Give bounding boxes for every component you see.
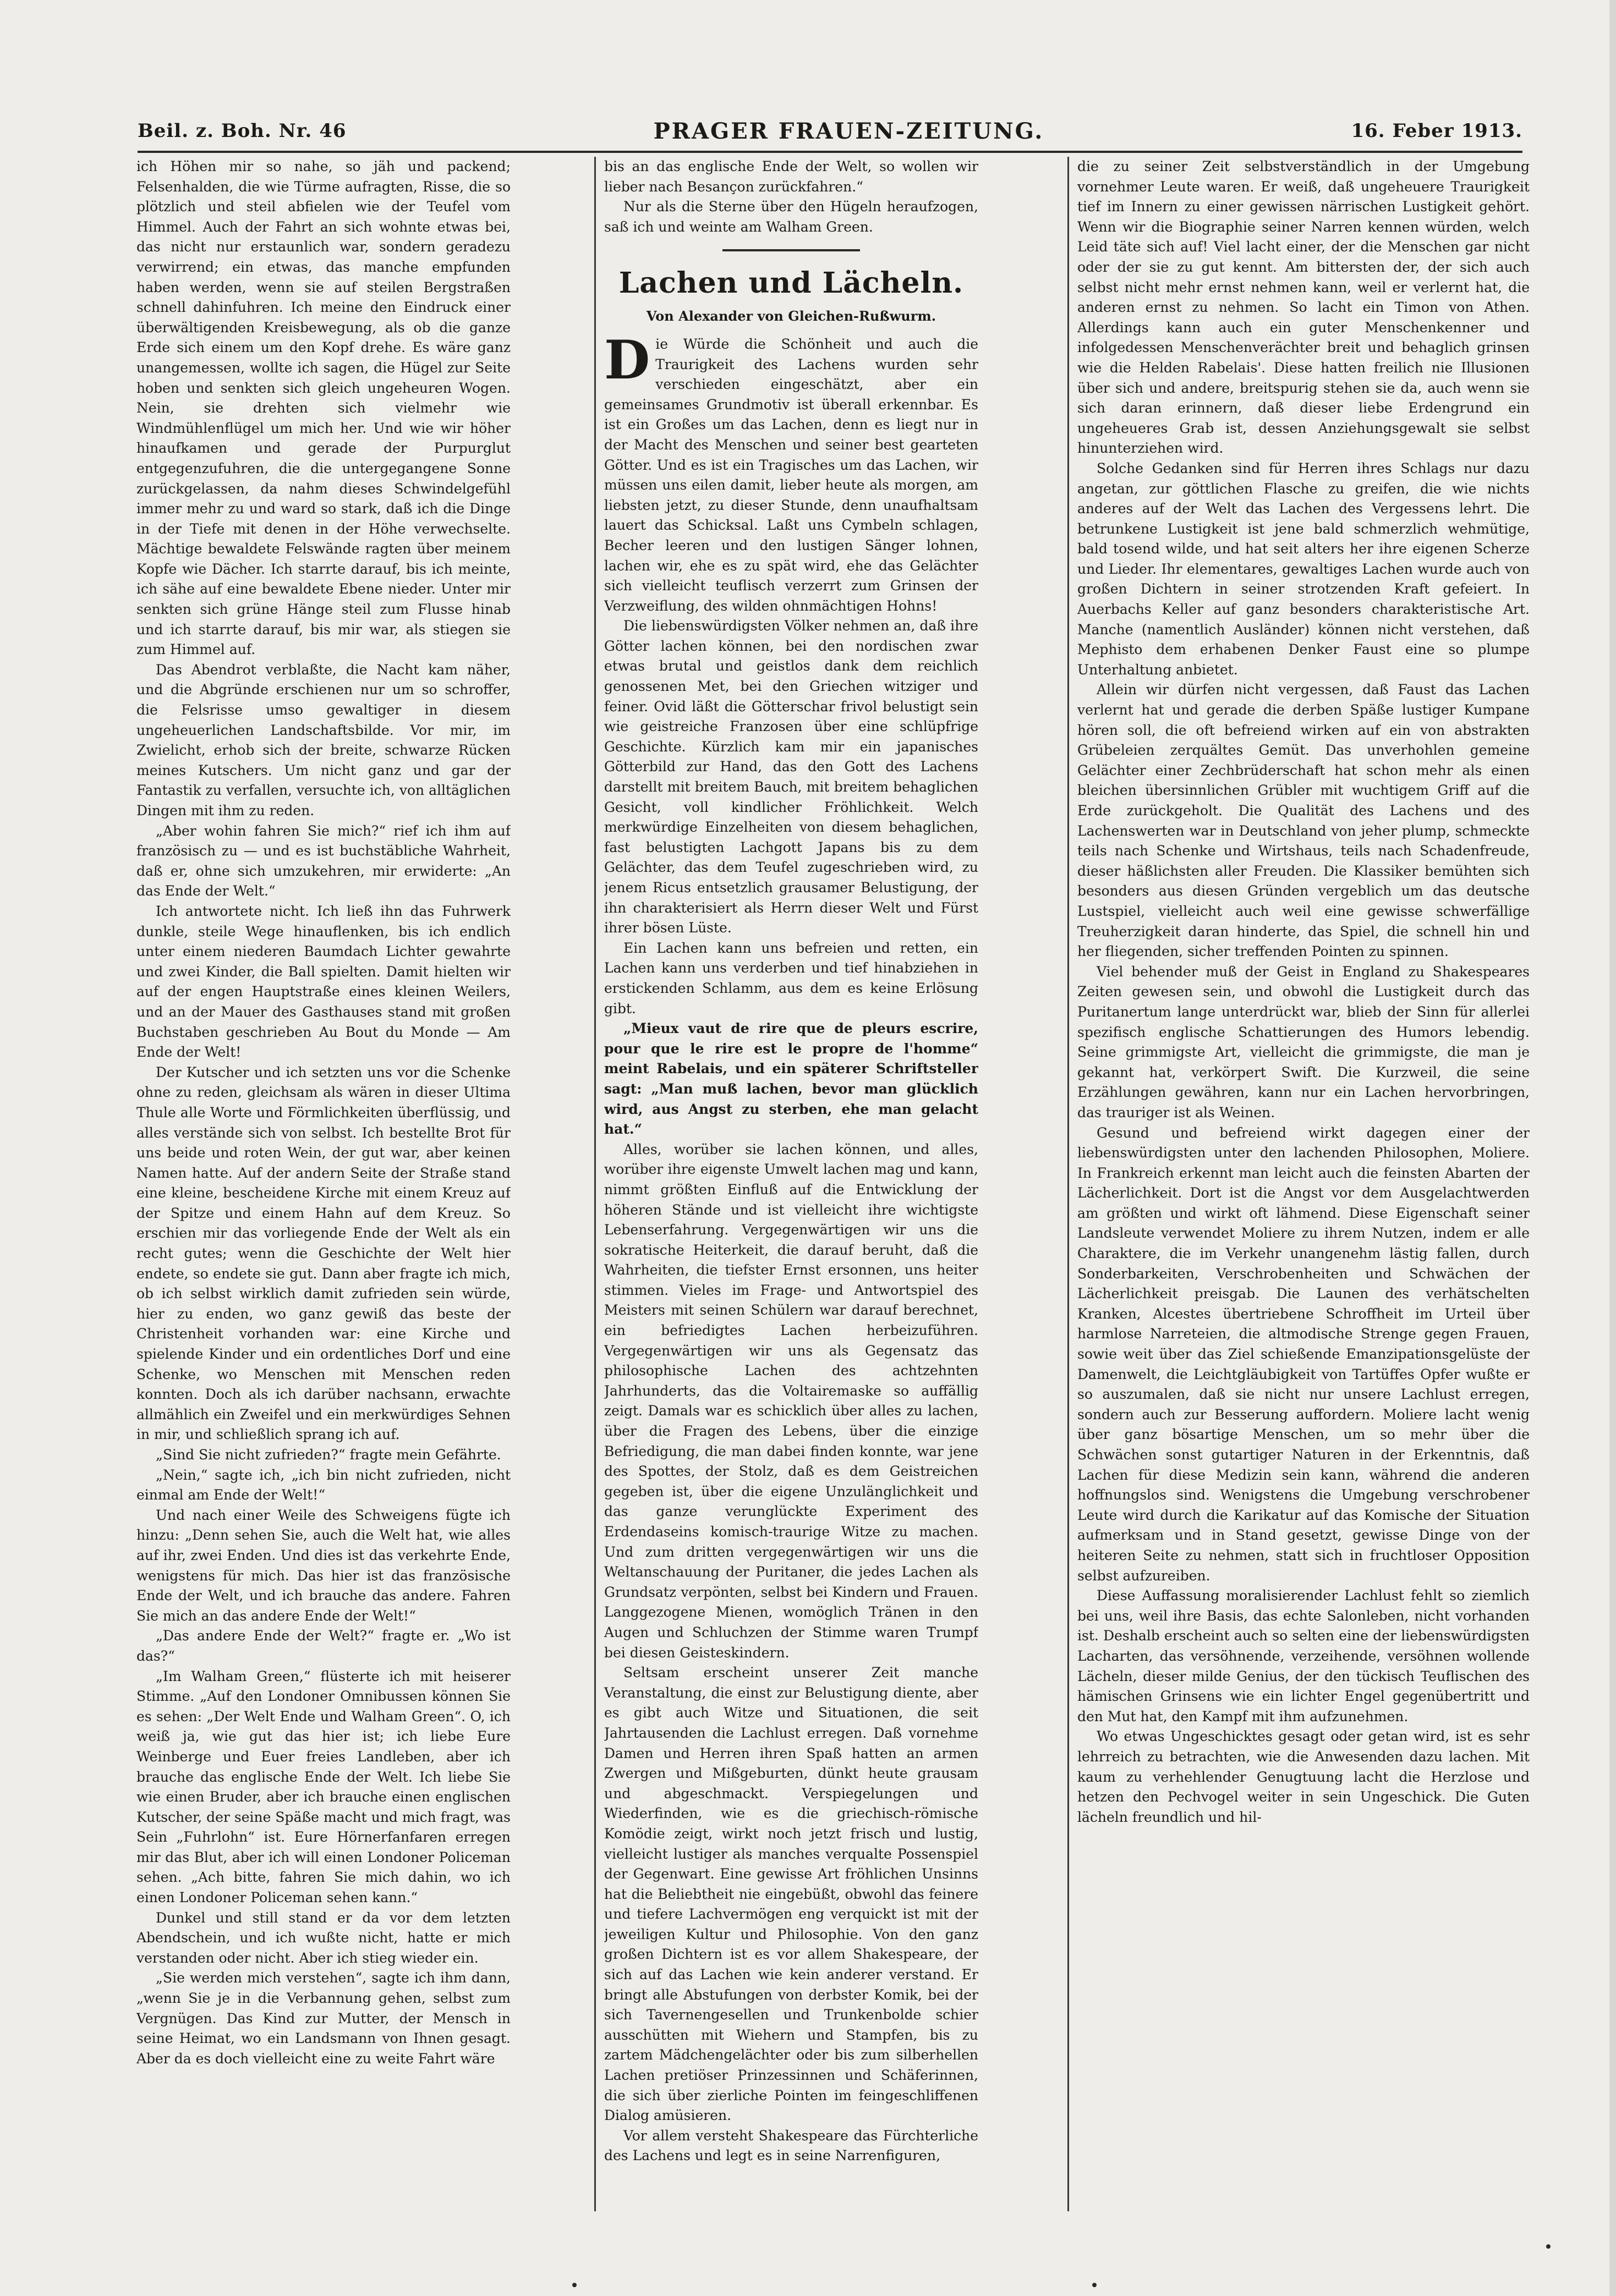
column-left — [136, 157, 511, 2211]
paragraph: Und nach einer Weile des Schweigens fügte ich hinzu: „Denn sehen Sie, auch die Welt hat, wie alles auf ihr, zwei Enden. Und dies ist das verkehrte Ende, wenigstens für mich. Das hier ist das französische Ende der Welt, und ich brauche das andere. Fahren Sie mich an das andere Ende der Welt!“ — [136, 1507, 511, 1624]
newspaper-title: PRAGER FRAUEN-ZEITUNG. — [653, 118, 1044, 144]
paragraph: Diese Auffassung moralisierender Lachlust fehlt so ziemlich bei uns, weil ihre Basis, das echte Salonleben, nicht vorhanden ist. Deshalb erscheint auch so selten eine der liebenswürdigsten Lacharten, das versöhnende, verzeihende, versöhnen wollende Lächeln, dieser milde Genius, der den tückisch Teuflischen des hämischen Grinsens wie ein lichter Engel gegenübertritt und den Mut hat, den Kampf mit ihm aufzunehmen. — [1077, 1588, 1530, 1724]
paragraph: bis an das englische Ende der Welt, so wollen wir lieber nach Besançon zurückfahren.“ — [604, 158, 978, 195]
print-speck — [572, 2283, 577, 2287]
paragraph: Das Abendrot verblaßte, die Nacht kam näher, und die Abgründe erschienen nur um so schroffer, die Felsrisse umso gewaltiger in diesem ungeheuerlichen Landschaftsbilde. Vor mir, im Zwielicht, erhob sich der breite, schwarze Rücken meines Kutschers. Um nicht ganz und gar der Fantastik zu verfallen, versuchte ich, von alltäglichen Dingen mit ihm zu reden. — [136, 661, 511, 819]
paragraph: Alles, worüber sie lachen können, und alles, worüber ihre eigenste Umwelt lachen mag und kann, nimmt größten Einfluß auf die Entwicklung der höheren Stände und ist vielleicht ihre wichtigste Lebenserfahrung. Vergegenwärtigen wir uns die sokratische Heiterkeit, die darauf beruht, daß die Wahrheiten, die tiefster Ernst ersonnen, uns heiter stimmen. Vieles im Frage- und Antwortspiel des Meisters mit seinen Schülern war darauf berechnet, ein befriedigtes Lachen herbeizuführen. Vergegenwärtigen wir uns als Gegensatz das philosophische Lachen des achtzehnten Jahrhunderts, das die Voltairemaske so auffällig zeigt. Damals war es schicklich über alles zu lachen, über die Fragen des Lebens, über die einzige Befriedigung, die man dabei finden konnte, war jene des Spottes, der Stolz, daß es dem Geistreichen gegeben ist, über die eigene Unzulänglichkeit und das ganze verunglückte Experiment des Erdendaseins komisch-traurige Witze zu machen. Und zum dritten vergegenwärtigen wir uns die Weltanschauung der Puritaner, die jedes Lachen als Grundsatz verpönten, selbst bei Kindern und Frauen. Langgezogene Mienen, womöglich Tränen in den Augen und Schluchzen der Stimme waren Trumpf bei diesen Geisteskindern. — [604, 1141, 978, 1661]
paragraph: ich Höhen mir so nahe, so jäh und packend; Felsenhalden, die wie Türme aufragten, Risse, die so plötzlich und steil abfielen wie der Teufel vom Himmel. Auch der Fahrt an sich wohnte etwas bei, das nicht nur erstaunlich war, sondern geradezu verwirrend; ein etwas, das manche empfunden haben werden, wenn sie auf steilen Bergstraßen schnell dahinfuhren. Ich meine den Eindruck einer überwältigenden Kreisbewegung, als ob die ganze Erde sich einem um den Kopf drehe. Es wäre ganz unangemessen, wollte ich sagen, die Hügel zur Seite hoben und senkten sich gleich ungeheuren Wogen. Nein, sie drehten sich vielmehr wie Windmühlenflügel um mich her. Und wie wir höher hinaufkamen und gerade der Purpurglut entgegenzufuhren, die die untergegangene Sonne zurückgelassen, da nahm dieses Schwindelgefühl immer mehr zu und ward so stark, daß ich die Dinge in der Tiefe mit denen in der Höhe verwechselte. Mächtige bewaldete Felswände ragten über meinem Kopfe wie Dächer. Ich starrte darauf, bis ich meinte, ich sähe auf eine bewaldete Ebene nieder. Unter mir senkten sich grüne Hänge steil zum Flusse hinab und ich starrte darauf, bis mir war, als stiegen sie zum Himmel auf. — [136, 158, 511, 658]
paragraph: „Sie werden mich verstehen“, sagte ich ihm dann, „wenn Sie je in die Verbannung gehen, selbst zum Vergnügen. Das Kind zur Mutter, der Mensch in seine Heimat, wo ein Landsmann von Ihnen gesagt. Aber da es doch vielleicht eine zu weite Fahrt wäre — [136, 1970, 511, 2067]
paragraph: „Sind Sie nicht zufrieden?“ fragte mein Gefährte. — [156, 1447, 501, 1463]
paragraph: Vor allem versteht Shakespeare das Fürchterliche des Lachens und legt es in seine Narrenfiguren, — [604, 2127, 978, 2164]
paragraph: Dunkel und still stand er da vor dem letzten Abendschein, und ich wußte nicht, hatte er mich verstanden oder nicht. Aber ich stieg wieder ein. — [136, 1909, 511, 1966]
paragraph: Ich antwortete nicht. Ich ließ ihn das Fuhrwerk dunkle, steile Wege hinauflenken, bis ich endlich unter einem niederen Baumdach Lichter gewahrte und zwei Kinder, die Ball spielten. Damit hielten wir auf der engen Hauptstraße eines kleinen Weilers, und an der Mauer des Gasthauses stand mit großen Buchstaben geschrieben Au Bout du Monde — Am Ende der Welt! — [136, 903, 511, 1061]
paragraph: die zu seiner Zeit selbstverständlich in der Umgebung vornehmer Leute waren. Er weiß, daß ungeheuere Traurigkeit tief im Innern zu einer gewissen närrischen Lustigkeit gehört. Wenn wir die Biographie seiner Narren kennen würden, welch Leid täte sich auf! Viel lacht einer, der die Menschen gar nicht oder der sie zu gut kennt. Am bittersten der, der sich auch selbst nicht mehr ernst nehmen kann, weil er verlernt hat, die anderen ernst zu nehmen. So lacht ein Timon von Athen. Allerdings kann auch ein guter Menschenkenner und infolgedessen Menschenverächter breit und behaglich grinsen wie die Helden Rabelais'. Diese hatten freilich nie Illusionen über sich und andere, breitspurig stehen sie da, auch wenn sie sich daran erinnern, daß dieser liebe Erdengrund ein ungeheueres Grab ist, dessen Anziehungsgewalt sie selbst hinunterziehen wird. — [1077, 158, 1530, 457]
article-title: Lachen und Lächeln. — [618, 266, 964, 300]
paragraph: „Nein,“ sagte ich, „ich bin nicht zufrieden, nicht einmal am Ende der Welt!“ — [136, 1466, 511, 1503]
paragraph: Ein Lachen kann uns befreien und retten, ein Lachen kann uns verderben und tief hinabziehen in erstickenden Schlamm, aus dem es keine Erlösung gibt. — [604, 940, 978, 1017]
paragraph: „Aber wohin fahren Sie mich?“ rief ich ihm auf französisch zu — und es ist buchstäbliche Wahrheit, daß er, ohne sich umzukehren, mir erwiderte: „An das Ende der Welt.“ — [136, 822, 511, 899]
paragraph-text: ie Würde die Schönheit und auch die Traurigkeit des Lachens wurden sehr verschieden eingeschätzt, aber ein gemeinsames Grundmotiv ist überall erkennbar. Es ist ein Großes um das Lachen, denn es liegt nur in der Macht des Menschen und seiner best gearteten Götter. Und es ist ein Tragisches um das Lachen, wir müssen uns eilen damit, lieber heute als morgen, am liebsten jetzt, zu dieser Stunde, denn unaufhaltsam lauert das Schicksal. Laßt uns Cymbeln schlagen, Becher leeren und den lustigen Sänger lohnen, lachen wir, ehe es zu spät wird, ehe das Gelächter sich vielleicht teuflisch verzerrt zum Grinsen der Verzweiflung, des wilden ohnmächtigen Hohns! — [604, 336, 978, 614]
paragraph: Gesund und befreiend wirkt dagegen einer der liebenswürdigsten unter den lachenden Philosophen, Moliere. In Frankreich erkennt man leicht auch die feinsten Abarten der Lächerlichkeit. Dort ist die Angst vor dem Ausgelachtwerden am größten und wirkt oft lähmend. Diese Eigenschaft seiner Landsleute verwendet Moliere zu ihrem Nutzen, indem er alle Charaktere, die im Verkehr unangenehm lästig fallen, durch Sonderbarkeiten, Verschrobenheiten und Schwächen der Lächerlichkeit preisgab. Die Launen des verhätschelten Kranken, Alcestes übertriebene Schroffheit im Urteil über harmlose Narreteien, die altmodische Strenge gegen Frauen, sowie weit über das Ziel schießende Emanzipationsgelüste der Damenwelt, die Leichtgläubigkeit von Tartüffes Opfer wußte er so auszumalen, daß sie nicht nur unsere Lachlust erregen, sondern auch zur Besserung auffordern. Moliere lacht wenig über ganz bösartige Menschen, um so mehr über die Schwächen sonst gutartiger Naturen in der Erkenntnis, daß Lachen für diese Medizin sein kann, während die anderen hoffnungslos sind. Wenigstens die Umgebung verschrobener Leute wird durch die Karikatur auf das Komische der Situation aufmerksam und in Stand gesetzt, gewisse Dinge von der heiteren Seite zu nehmen, statt sich in fruchtloser Opposition selbst aufzureiben. — [1077, 1124, 1530, 1584]
article-separator — [722, 249, 860, 251]
paragraph: Wo etwas Ungeschicktes gesagt oder getan wird, ist es sehr lehrreich zu betrachten, wie die Anwesenden dazu lachen. Mit kaum zu verhehlender Genugtuung lacht die Herzlose und hetzen den Pechvogel weiter in sein Ungeschick. Die Guten lächeln freundlich und hil- — [1077, 1728, 1530, 1825]
print-speck — [1092, 2283, 1097, 2287]
paragraph: Viel behender muß der Geist in England zu Shakespeares Zeiten gewesen sein, und obwohl die Lustigkeit durch das Puritanertum lange unterdrückt war, blieb der Sinn für allerlei spezifisch englische Schattierungen des Humors lebendig. Seine grimmigste Art, vielleicht die grimmigste, die man je gekannt hat, verkörpert Swift. Die Kurzweil, die seine Erzählungen gewähren, kann nur ein Lachen hervorbringen, das trauriger ist als Weinen. — [1077, 963, 1530, 1120]
column-right — [1077, 157, 1530, 2211]
drop-cap: D — [604, 328, 650, 391]
column-divider — [594, 157, 596, 2211]
column-middle — [604, 157, 978, 2211]
paragraph: Solche Gedanken sind für Herren ihres Schlags nur dazu angetan, zur göttlichen Flasche zu greifen, die wie nichts anderes auf der Welt das Lachen des Vergessens lehrt. Die betrunkene Lustigkeit ist jene bald schmerzlich wehmütige, bald tosend wilde, und hat seit alters her ihre eigenen Scherze und Lieder. Ihr elementares, gewaltiges Lachen wurde auch von großen Dichtern in seiner strotzenden Kraft gefeiert. In Auerbachs Keller auf ganz besonders charakteristische Art. Manche (namentlich Ausländer) können nicht verstehen, daß Mephisto dem erhabenen Denker Faust eine so plumpe Unterhaltung anbietet. — [1077, 460, 1530, 678]
header-rule — [138, 151, 1522, 153]
print-speck — [1546, 2244, 1551, 2249]
paragraph: Nur als die Sterne über den Hügeln heraufzogen, saß ich und weinte am Walham Green. — [604, 199, 978, 235]
page-edge — [1609, 0, 1616, 2296]
quotation-paragraph: „Mieux vaut de rire que de pleurs escrire, pour que le rire est le propre de l'homme“ meint Rabelais, und ein späterer Schriftsteller sagt: „Man muß lachen, bevor man glücklich wird, aus Angst zu sterben, ehe man gelacht hat.“ — [604, 1020, 978, 1138]
running-head — [138, 114, 1522, 147]
paragraph: Allein wir dürfen nicht vergessen, daß Faust das Lachen verlernt hat und gerade die derben Späße lustiger Kumpane hören soll, die oft befreiend wirken auf ein von abstrakten Grübeleien zerquältes Gemüt. Das unverhohlen gemeine Gelächter einer Zechbrüderschaft hat schon mehr als einen bleichen übersinnlichen Grübler mit wuchtigem Griff auf die Erde zurückgeholt. Die Qualität des Lachens und des Lachenswerten war in Deutschland von jeher plump, schmeckte teils nach Schenke und Wirtshaus, teils nach Schadenfreude, dieser häßlichsten aller Freuden. Die Klassiker bemühten sich besonders aus diesen Gründen vergeblich um das deutsche Lustspiel, vielleicht auch weil eine gewisse schwerfällige Treuherzigkeit daran hinderte, das Spiel, die schnell hin und her fliegenden, sicher treffenden Pointen zu spinnen. — [1077, 682, 1530, 960]
paragraph: „Im Walham Green,“ flüsterte ich mit heiserer Stimme. „Auf den Londoner Omnibussen können Sie es sehen: „Der Welt Ende und Walham Green“. O, ich weiß ja, wie gut das hier ist; ich liebe Eure Weinberge und Euer freies Landleben, aber ich brauche das englische Ende der Welt. Ich liebe Sie wie einen Bruder, aber ich brauche einen englischen Kutscher, der seine Späße macht und mich fragt, was Sein „Fuhrlohn“ ist. Eure Hörnerfanfaren erregen mir das Blut, aber ich will einen Londoner Policeman sehen. „Ach bitte, fahren Sie mich dahin, wo ich einen Londoner Policeman sehen kann.“ — [136, 1668, 511, 1906]
paragraph: Seltsam erscheint unserer Zeit manche Veranstaltung, die einst zur Belustigung diente, aber es gibt auch Witze und Situationen, die seit Jahrtausenden die Lachlust erregen. Daß vornehme Damen und Herren ihren Spaß hatten an armen Zwergen und Mißgeburten, dünkt heute grausam und abgeschmackt. Verspiegelungen und Wiederfinden, wie es die griechisch-römische Komödie zeigt, wirkt noch jetzt frisch und lustig, vielleicht lustiger als manches verqualte Possenspiel der Gegenwart. Eine gewisse Art fröhlichen Unsinns hat die Beliebtheit nie eingebüßt, obwohl das feinere und tiefere Lachvermögen eng verquickt ist mit der jeweiligen Kultur und Philosophie. Von den ganz großen Dichtern ist es vor allem Shakespeare, der sich auf das Lachen wie kein anderer verstand. Er bringt alle Abstufungen von derbster Komik, bei der sich Tavernengesellen und Trunkenbolde schier ausschütten mit Wiehern und Stampfen, bis zu zartem Mädchengelächter oder bis zum silberhellen Lachen pretiöser Prinzessinnen und Schäferinnen, die sich über zierliche Pointen im feingeschliffenen Dialog amüsieren. — [604, 1665, 978, 2124]
issue-date: 16. Feber 1913. — [1351, 120, 1522, 142]
paragraph: Der Kutscher und ich setzten uns vor die Schenke ohne zu reden, gleichsam als wären in dieser Ultima Thule alle Worte und Förmlichkeiten überflüssig, und alles verstände sich von selbst. Ich bestellte Brot für uns beide und roten Wein, der gut war, aber keinen Namen hatte. Auf der andern Seite der Straße stand eine kleine, bescheidene Kirche mit einem Kreuz auf der Spitze und einem Hahn auf dem Kreuz. So erschien mir das vorliegende Ende der Welt als ein recht gutes; wenn die Geschichte der Welt hier endete, so endete sie gut. Dann aber fragte ich mich, ob ich selbst wirklich damit zufrieden sein würde, hier zu enden, wo ganz gewiß das beste der Christenheit vorhanden war: eine Kirche und spielende Kinder und ein ordentliches Dorf und eine Schenke, wo Menschen mit Menschen reden konnten. Doch als ich darüber nachsann, erwachte allmählich ein Zweifel und ein merkwürdiges Sehnen in mir, und schließlich sprang ich auf. — [136, 1064, 511, 1443]
paragraph: „Das andere Ende der Welt?“ fragte er. „Wo ist das?“ — [136, 1628, 511, 1664]
article-lead-paragraph — [604, 328, 978, 616]
paragraph: Die liebenswürdigsten Völker nehmen an, daß ihre Götter lachen können, bei den nordischen zwar etwas brutal und geistlos dank dem reichlich genossenen Met, bei den Griechen witziger und feiner. Ovid läßt die Götterschar frivol belustigt sein wie geistreiche Franzosen über eine schlüpfrige Geschichte. Kürzlich kam mir ein japanisches Götterbild zur Hand, das den Gott des Lachens darstellt mit breitem Bauch, mit breitem behaglichen Gesicht, voll kindlicher Fröhlichkeit. Welch merkwürdige Einzelheiten von diesem behaglichen, fast belustigten Lachgott Japans bis zu dem Gelächter, das dem Teufel zugeschrieben wird, zu jenem Ricus entsetzlich grausamer Belustigung, der ihn charakterisiert als Herrn dieser Welt und Fürst ihrer bösen Lüste. — [604, 618, 978, 936]
column-divider — [1067, 157, 1069, 2211]
article-byline: Von Alexander von Gleichen-Rußwurm. — [646, 308, 936, 325]
issue-reference: Beil. z. Boh. Nr. 46 — [138, 120, 347, 142]
